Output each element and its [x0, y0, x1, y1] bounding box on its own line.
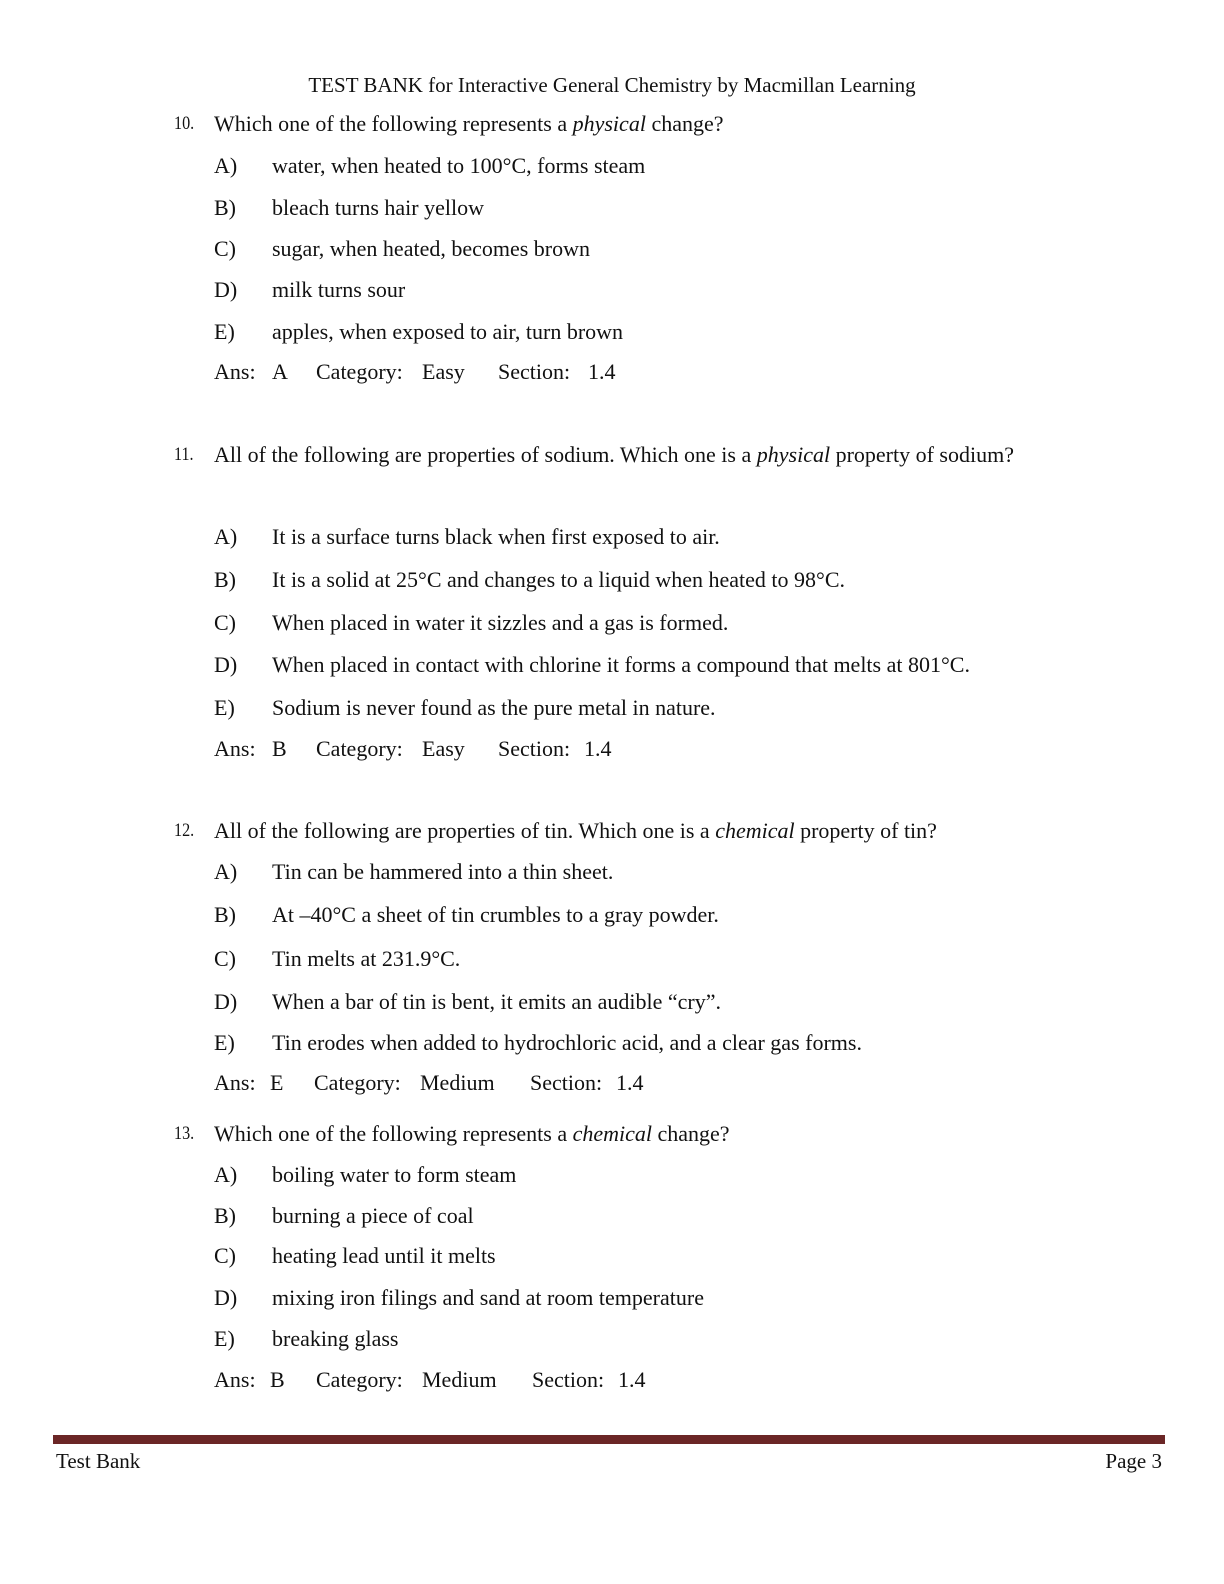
stem-emphasis: chemical [715, 818, 795, 843]
page-number: Page 3 [1105, 1449, 1162, 1473]
footer-left-text: Test Bank [56, 1449, 141, 1473]
question-stem [214, 104, 1034, 144]
stem-text-end: property of sodium? [830, 442, 1014, 467]
option-text: bleach turns hair yellow [272, 195, 484, 220]
answer-label: Ans: [214, 1367, 256, 1392]
option-letter: A) [214, 524, 238, 549]
stem-emphasis: physical [572, 111, 646, 136]
option-text: It is a solid at 25°C and changes to a liquid when heated to 98°C. [272, 567, 845, 592]
option-letter: C) [214, 610, 236, 635]
stem-text-end: change? [652, 1121, 730, 1146]
page-header: TEST BANK for Interactive General Chemistry by Macmillan Learning [308, 73, 916, 97]
answer-label: Ans: [214, 736, 256, 761]
section-value: 1.4 [588, 359, 616, 384]
option-letter: D) [214, 277, 238, 302]
option-letter: C) [214, 1243, 236, 1268]
answer-label: Ans: [214, 359, 256, 384]
option-text: mixing iron filings and sand at room temperature [272, 1285, 704, 1310]
stem-text: All of the following are properties of sodium. Which one is a [214, 442, 757, 467]
option-letter: A) [214, 859, 238, 884]
stem-text-end: change? [645, 111, 724, 136]
option-text: Tin melts at 231.9°C. [272, 946, 461, 971]
option-letter: C) [214, 236, 236, 261]
option-text: When placed in water it sizzles and a gas is formed. [272, 610, 729, 635]
option-letter: C) [214, 946, 236, 971]
option-text: Sodium is never found as the pure metal in nature. [272, 695, 716, 720]
question-number: 10. [174, 113, 195, 134]
option-letter: A) [214, 1162, 238, 1187]
section-label: Section: [498, 359, 571, 384]
question-number: 12. [174, 820, 195, 841]
category-value: Easy [422, 736, 465, 761]
answer-value: E [270, 1070, 284, 1095]
question-stem [214, 811, 1034, 851]
option-letter: D) [214, 1285, 238, 1310]
option-text: sugar, when heated, becomes brown [272, 236, 591, 261]
category-label: Category: [316, 359, 403, 384]
option-letter: D) [214, 652, 238, 677]
section-label: Section: [532, 1367, 605, 1392]
answer-value: A [272, 359, 288, 384]
option-text: Tin erodes when added to hydrochloric acid, and a clear gas forms. [272, 1030, 862, 1055]
option-text: boiling water to form steam [272, 1162, 517, 1187]
stem-emphasis: physical [756, 442, 831, 467]
option-text: It is a surface turns black when first exposed to air. [272, 524, 720, 549]
category-label: Category: [316, 736, 403, 761]
option-text: milk turns sour [272, 277, 406, 302]
question-number: 11. [174, 444, 194, 465]
answer-label: Ans: [214, 1070, 256, 1095]
category-value: Easy [422, 359, 465, 384]
option-letter: E) [214, 1030, 235, 1055]
option-text: breaking glass [272, 1326, 399, 1351]
option-text: water, when heated to 100°C, forms steam [272, 153, 646, 178]
option-text: When placed in contact with chlorine it forms a compound that melts at 801°C. [272, 652, 970, 677]
option-letter: E) [214, 695, 235, 720]
option-letter: B) [214, 902, 236, 927]
category-label: Category: [314, 1070, 401, 1095]
footer-divider [53, 1435, 1165, 1444]
option-text: Tin can be hammered into a thin sheet. [272, 859, 614, 884]
answer-value: B [272, 736, 287, 761]
stem-text: All of the following are properties of tin. Which one is a [214, 818, 716, 843]
section-value: 1.4 [618, 1367, 646, 1392]
section-value: 1.4 [616, 1070, 644, 1095]
category-value: Medium [422, 1367, 497, 1392]
answer-value: B [270, 1367, 285, 1392]
question-stem [214, 435, 1034, 475]
stem-text: Which one of the following represents a [214, 111, 573, 136]
category-value: Medium [420, 1070, 495, 1095]
option-letter: B) [214, 567, 236, 592]
option-text: heating lead until it melts [272, 1243, 496, 1268]
option-letter: B) [214, 1203, 236, 1228]
option-letter: E) [214, 1326, 235, 1351]
section-label: Section: [530, 1070, 603, 1095]
option-text: When a bar of tin is bent, it emits an audible “cry”. [272, 989, 722, 1014]
option-text: At –40°C a sheet of tin crumbles to a gray powder. [272, 902, 719, 927]
option-letter: D) [214, 989, 238, 1014]
stem-text: Which one of the following represents a [214, 1121, 573, 1146]
option-letter: E) [214, 319, 235, 344]
option-letter: B) [214, 195, 236, 220]
category-label: Category: [316, 1367, 403, 1392]
stem-text-end: property of tin? [794, 818, 937, 843]
option-text: burning a piece of coal [272, 1203, 474, 1228]
stem-emphasis: chemical [572, 1121, 653, 1146]
section-label: Section: [498, 736, 571, 761]
question-stem [214, 1114, 1034, 1154]
option-text: apples, when exposed to air, turn brown [272, 319, 624, 344]
section-value: 1.4 [584, 736, 612, 761]
option-letter: A) [214, 153, 238, 178]
question-number: 13. [174, 1123, 195, 1144]
